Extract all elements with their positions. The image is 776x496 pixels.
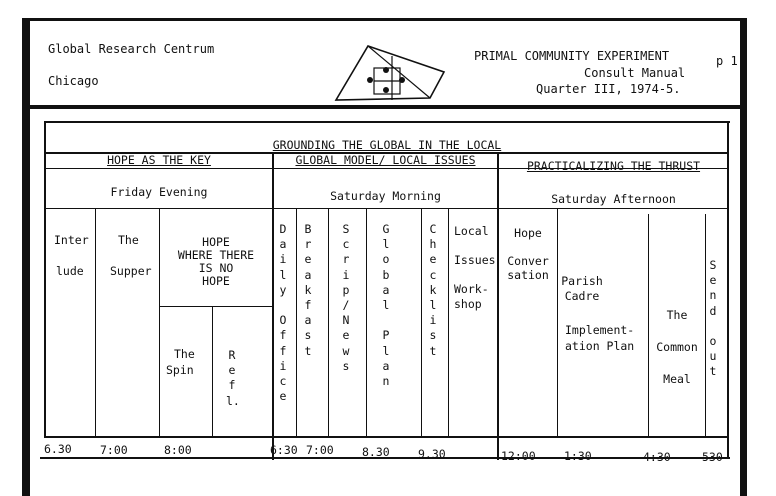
- table-top-line: [46, 121, 730, 123]
- time-label: 8.30: [362, 445, 390, 459]
- col-line: [705, 214, 706, 436]
- frame-top-border: [22, 18, 747, 21]
- col-line: [296, 208, 297, 436]
- session-friday: Friday Evening: [110, 185, 208, 199]
- triangle-emblem-icon: [334, 42, 446, 104]
- activity-breakfast: B r e a k f a s t: [304, 222, 312, 358]
- time-label: 1:30: [564, 449, 592, 463]
- activity-spin-line2: Spin: [166, 363, 194, 377]
- time-label: 7:00: [100, 443, 128, 457]
- city-name: Chicago: [48, 74, 99, 88]
- frame-left-border: [22, 18, 30, 496]
- header-rule: [30, 105, 740, 109]
- activity-common-meal: The Common Meal: [656, 308, 698, 386]
- time-label: 12:00: [501, 449, 536, 463]
- manual-title: Consult Manual: [584, 66, 686, 80]
- table-title: GROUNDING THE GLOBAL IN THE LOCAL: [272, 138, 502, 152]
- col-line: [421, 208, 422, 436]
- experiment-title: PRIMAL COMMUNITY EXPERIMENT: [474, 49, 670, 63]
- time-label: 4:30: [643, 450, 671, 464]
- col-line: [557, 208, 558, 436]
- col-line: [328, 208, 329, 436]
- col-line: [366, 208, 367, 436]
- section-global: GLOBAL MODEL/ LOCAL ISSUES: [295, 153, 476, 167]
- activity-interlude-line2: lude: [56, 264, 84, 278]
- section-practical: PRACTICALIZING THE THRUST: [526, 159, 701, 173]
- activity-supper-line1: The: [118, 233, 139, 247]
- time-label: 7:00: [306, 443, 334, 457]
- session-row-line: [46, 208, 728, 209]
- col-line: [448, 208, 449, 436]
- activity-local-issues-workshop: Local Issues Work- shop: [454, 224, 496, 311]
- activity-daily-office: D a i l y O f f i c e: [279, 222, 287, 404]
- org-name: Global Research Centrum: [48, 42, 215, 56]
- time-label: 9.30: [418, 447, 446, 461]
- time-label: 530: [702, 450, 723, 464]
- activity-parish-cadre: Parish Cadre: [561, 274, 603, 303]
- activity-supper-line2: Supper: [110, 264, 152, 278]
- activity-scrip-news: S c r i p / N e w s: [342, 222, 350, 373]
- session-saturday-afternoon: Saturday Afternoon: [551, 192, 676, 206]
- activity-bottom-line: [44, 436, 728, 438]
- time-label: 8:00: [164, 443, 192, 457]
- session-saturday-morning: Saturday Morning: [330, 189, 441, 203]
- activity-reflection: R e f l.: [226, 348, 240, 408]
- time-label: 6.30: [44, 442, 72, 456]
- col-line: [95, 208, 96, 436]
- quarter-label: Quarter III, 1974-5.: [536, 82, 681, 96]
- activity-global-plan: G l o b a l P l a n: [382, 222, 390, 389]
- sub-row-line: [160, 306, 272, 307]
- time-label: 6:30: [270, 443, 298, 457]
- frame-right-border: [740, 18, 747, 496]
- activity-implementation-plan: Implement- ation Plan: [565, 323, 635, 353]
- activity-send-out: S e n d o u t: [709, 258, 717, 379]
- activity-interlude-line1: Inter: [54, 233, 89, 247]
- page-number: p 1: [716, 54, 738, 68]
- col-line: [212, 306, 213, 436]
- activity-spin-line1: The: [174, 347, 195, 361]
- section-hope: HOPE AS THE KEY: [107, 153, 211, 167]
- activity-checklist: C h e c k l i s t: [429, 222, 437, 358]
- activity-hope-conversation: Hope Conver sation: [507, 226, 549, 282]
- activity-hope-where-no-hope: HOPE WHERE THERE IS NO HOPE: [177, 235, 255, 288]
